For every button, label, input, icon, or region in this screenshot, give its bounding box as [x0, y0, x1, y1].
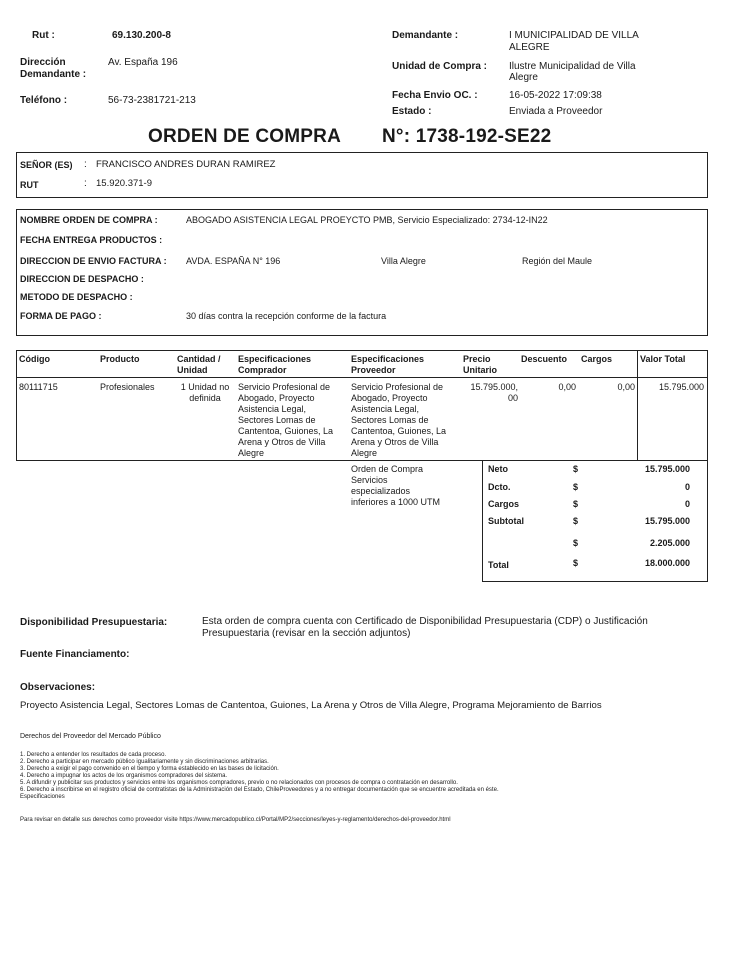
- demandante-label: Demandante :: [392, 30, 459, 41]
- despacho-label: DIRECCION DE DESPACHO :: [20, 274, 144, 284]
- service-note: [351, 464, 471, 508]
- col-codigo: Código: [19, 354, 50, 364]
- rut-value: 69.130.200-8: [112, 30, 171, 41]
- envio-factura-label: DIRECCION DE ENVIO FACTURA :: [20, 256, 167, 266]
- supplier-name: FRANCISCO ANDRES DURAN RAMIREZ: [96, 159, 276, 170]
- supplier-rut-colon: :: [84, 178, 87, 189]
- envio-region: Región del Maule: [522, 256, 593, 266]
- col-cantidad-2: Unidad: [177, 365, 208, 375]
- esp-proveedor-line: Asistencia Legal,: [351, 404, 420, 414]
- envio-comuna: Villa Alegre: [381, 256, 426, 266]
- derecho-item: 4. Derecho a impugnar los actos de los organismos compradores del sistema.: [20, 773, 228, 779]
- estado-label: Estado :: [392, 106, 432, 117]
- dcto-currency: $: [573, 482, 579, 492]
- direccion-label-1: Dirección: [20, 57, 66, 68]
- row-esp-proveedor: [351, 382, 461, 459]
- esp-comprador-line: Servicio Profesional de: [238, 382, 331, 392]
- row-cantidad-1: 1 Unidad no: [180, 382, 230, 392]
- cargos-value: 0: [684, 499, 690, 509]
- dcto-value: 0: [684, 482, 690, 492]
- col-esp-comprador-1: Especificaciones: [238, 354, 312, 364]
- esp-comprador-line: Cantentoa, Guiones, La: [238, 426, 334, 436]
- derecho-item: 5. A difundir y publicitar sus productos y servicios entre los organismos compradores, previo o no relacionados con procesos de compra o contratación en desarrollo.: [20, 780, 458, 786]
- row-cantidad-2: definida: [189, 393, 221, 403]
- service-note-line: inferiores a 1000 UTM: [351, 497, 441, 507]
- telefono-value: 56-73-2381721-213: [108, 95, 196, 106]
- fecha-entrega-label: FECHA ENTREGA PRODUCTOS :: [20, 235, 163, 245]
- observaciones-label: Observaciones:: [20, 682, 96, 693]
- fuente-label: Fuente Financiamento:: [20, 649, 130, 660]
- valor-total-divider: [637, 350, 638, 461]
- row-valor-total: 15.795.000: [658, 382, 704, 392]
- col-valor-total: Valor Total: [640, 354, 686, 364]
- senor-colon: :: [84, 159, 87, 170]
- row-producto: Profesionales: [100, 382, 155, 392]
- nombre-orden-label: NOMBRE ORDEN DE COMPRA :: [20, 215, 158, 225]
- total-label: Total: [488, 560, 509, 570]
- derecho-item: 6. Derecho a inscribirse en el registro oficial de contratistas de la Administración del Estado, ChileProveedores y a no entregar documentación que se encuentre acreditada en éste.: [20, 787, 499, 793]
- esp-proveedor-line: Cantentoa, Guiones, La: [351, 426, 447, 436]
- disponibilidad-label: Disponibilidad Presupuestaria:: [20, 617, 168, 628]
- subtotal-label: Subtotal: [488, 516, 524, 526]
- derechos-title: Derechos del Proveedor del Mercado Público: [20, 733, 161, 740]
- esp-comprador-line: Arena y Otros de Villa: [238, 437, 326, 447]
- col-esp-proveedor-2: Proveedor: [351, 365, 396, 375]
- metodo-despacho-label: METODO DE DESPACHO :: [20, 292, 133, 302]
- forma-pago-value: 30 días contra la recepción conforme de la factura: [186, 311, 387, 321]
- col-cargos: Cargos: [581, 354, 613, 364]
- derechos-link[interactable]: Para revisar en detalle sus derechos como proveedor visite https://www.mercadopublico.cl/Portal/MP2/secciones/leyes-y-reglamento/derechos-del-proveedor.html: [20, 817, 451, 823]
- subtotal-currency: $: [573, 516, 579, 526]
- row-descuento: 0,00: [558, 382, 576, 392]
- row-precio-1: 15.795.000,: [470, 382, 518, 392]
- neto-label: Neto: [488, 464, 508, 474]
- disponibilidad-value-2: Presupuestaria (revisar en la sección adjuntos): [202, 628, 411, 639]
- row-precio-2: 00: [507, 393, 518, 403]
- subtotal-value: 15.795.000: [644, 516, 690, 526]
- envio-factura-value: AVDA. ESPAÑA N° 196: [186, 256, 281, 266]
- esp-proveedor-line: Sectores Lomas de: [351, 415, 429, 425]
- service-note-line: especializados: [351, 486, 411, 496]
- derecho-item: 3. Derecho a exigir el pago convenido en el tiempo y forma establecido en las bases de licitación.: [20, 766, 279, 772]
- cargos-currency: $: [573, 499, 579, 509]
- forma-pago-label: FORMA DE PAGO :: [20, 311, 102, 321]
- document-title: ORDEN DE COMPRA: [148, 126, 342, 147]
- esp-comprador-line: Asistencia Legal,: [238, 404, 307, 414]
- demandante-value-1: I MUNICIPALIDAD DE VILLA: [509, 30, 639, 41]
- row-esp-comprador: [238, 382, 348, 459]
- row-codigo: 80111715: [19, 382, 58, 392]
- service-note-line: Servicios: [351, 475, 388, 485]
- nombre-orden-value: ABOGADO ASISTENCIA LEGAL PROEYCTO PMB, Servicio Especializado: 2734-12-IN22: [186, 215, 548, 225]
- total-value: 18.000.000: [644, 558, 690, 568]
- iva-value: 2.205.000: [649, 538, 690, 548]
- derecho-item: 2. Derecho a participar en mercado público igualitariamente y sin discriminaciones arbitrarias.: [20, 759, 269, 765]
- col-precio-2: Unitario: [463, 365, 498, 375]
- unidad-label: Unidad de Compra :: [392, 61, 488, 72]
- row-cargos: 0,00: [617, 382, 635, 392]
- cargos-label: Cargos: [488, 499, 520, 509]
- supplier-rut-value: 15.920.371-9: [96, 178, 152, 189]
- direccion-label-2: Demandante :: [20, 69, 87, 80]
- senor-label: SEÑOR (ES): [20, 160, 73, 170]
- direccion-value: Av. España 196: [108, 57, 178, 68]
- disponibilidad-value-1: Esta orden de compra cuenta con Certificado de Disponibilidad Presupuestaria (CDP) o Justificación: [202, 616, 648, 627]
- col-descuento: Descuento: [521, 354, 568, 364]
- esp-comprador-line: Alegre: [238, 448, 265, 458]
- esp-comprador-line: Abogado, Proyecto: [238, 393, 315, 403]
- unidad-value-2: Alegre: [509, 72, 538, 83]
- order-number: N°: 1738-192-SE22: [382, 126, 552, 147]
- esp-proveedor-line: Alegre: [351, 448, 378, 458]
- service-note-line: Orden de Compra: [351, 464, 424, 474]
- esp-proveedor-line: Abogado, Proyecto: [351, 393, 428, 403]
- rut-label: Rut :: [32, 30, 55, 41]
- esp-comprador-line: Sectores Lomas de: [238, 415, 316, 425]
- esp-proveedor-line: Arena y Otros de Villa: [351, 437, 439, 447]
- esp-proveedor-line: Servicio Profesional de: [351, 382, 444, 392]
- derechos-list: [20, 752, 720, 801]
- col-cantidad-1: Cantidad /: [177, 354, 221, 364]
- demandante-value-2: ALEGRE: [509, 42, 550, 53]
- unidad-value-1: Ilustre Municipalidad de Villa: [509, 61, 636, 72]
- telefono-label: Teléfono :: [20, 95, 68, 106]
- fecha-envio-value: 16-05-2022 17:09:38: [509, 90, 602, 101]
- derecho-item: 1. Derecho a entender los resultados de cada proceso.: [20, 752, 167, 758]
- neto-value: 15.795.000: [644, 464, 690, 474]
- neto-currency: $: [573, 464, 579, 474]
- col-esp-proveedor-1: Especificaciones: [351, 354, 425, 364]
- items-header-divider: [16, 377, 708, 378]
- supplier-rut-label: RUT: [20, 180, 39, 190]
- col-precio-1: Precio: [463, 354, 491, 364]
- fecha-envio-label: Fecha Envio OC. :: [392, 90, 478, 101]
- dcto-label: Dcto.: [488, 482, 511, 492]
- derecho-item: Especificaciones: [20, 794, 65, 800]
- observaciones-value: Proyecto Asistencia Legal, Sectores Lomas de Cantentoa, Guiones, La Arena y Otros de Villa Alegre, Programa Mejoramiento de Barrios: [20, 700, 602, 711]
- total-currency: $: [573, 558, 579, 568]
- iva-currency: $: [573, 538, 579, 548]
- col-producto: Producto: [100, 354, 140, 364]
- col-esp-comprador-2: Comprador: [238, 365, 287, 375]
- estado-value: Enviada a Proveedor: [509, 106, 603, 117]
